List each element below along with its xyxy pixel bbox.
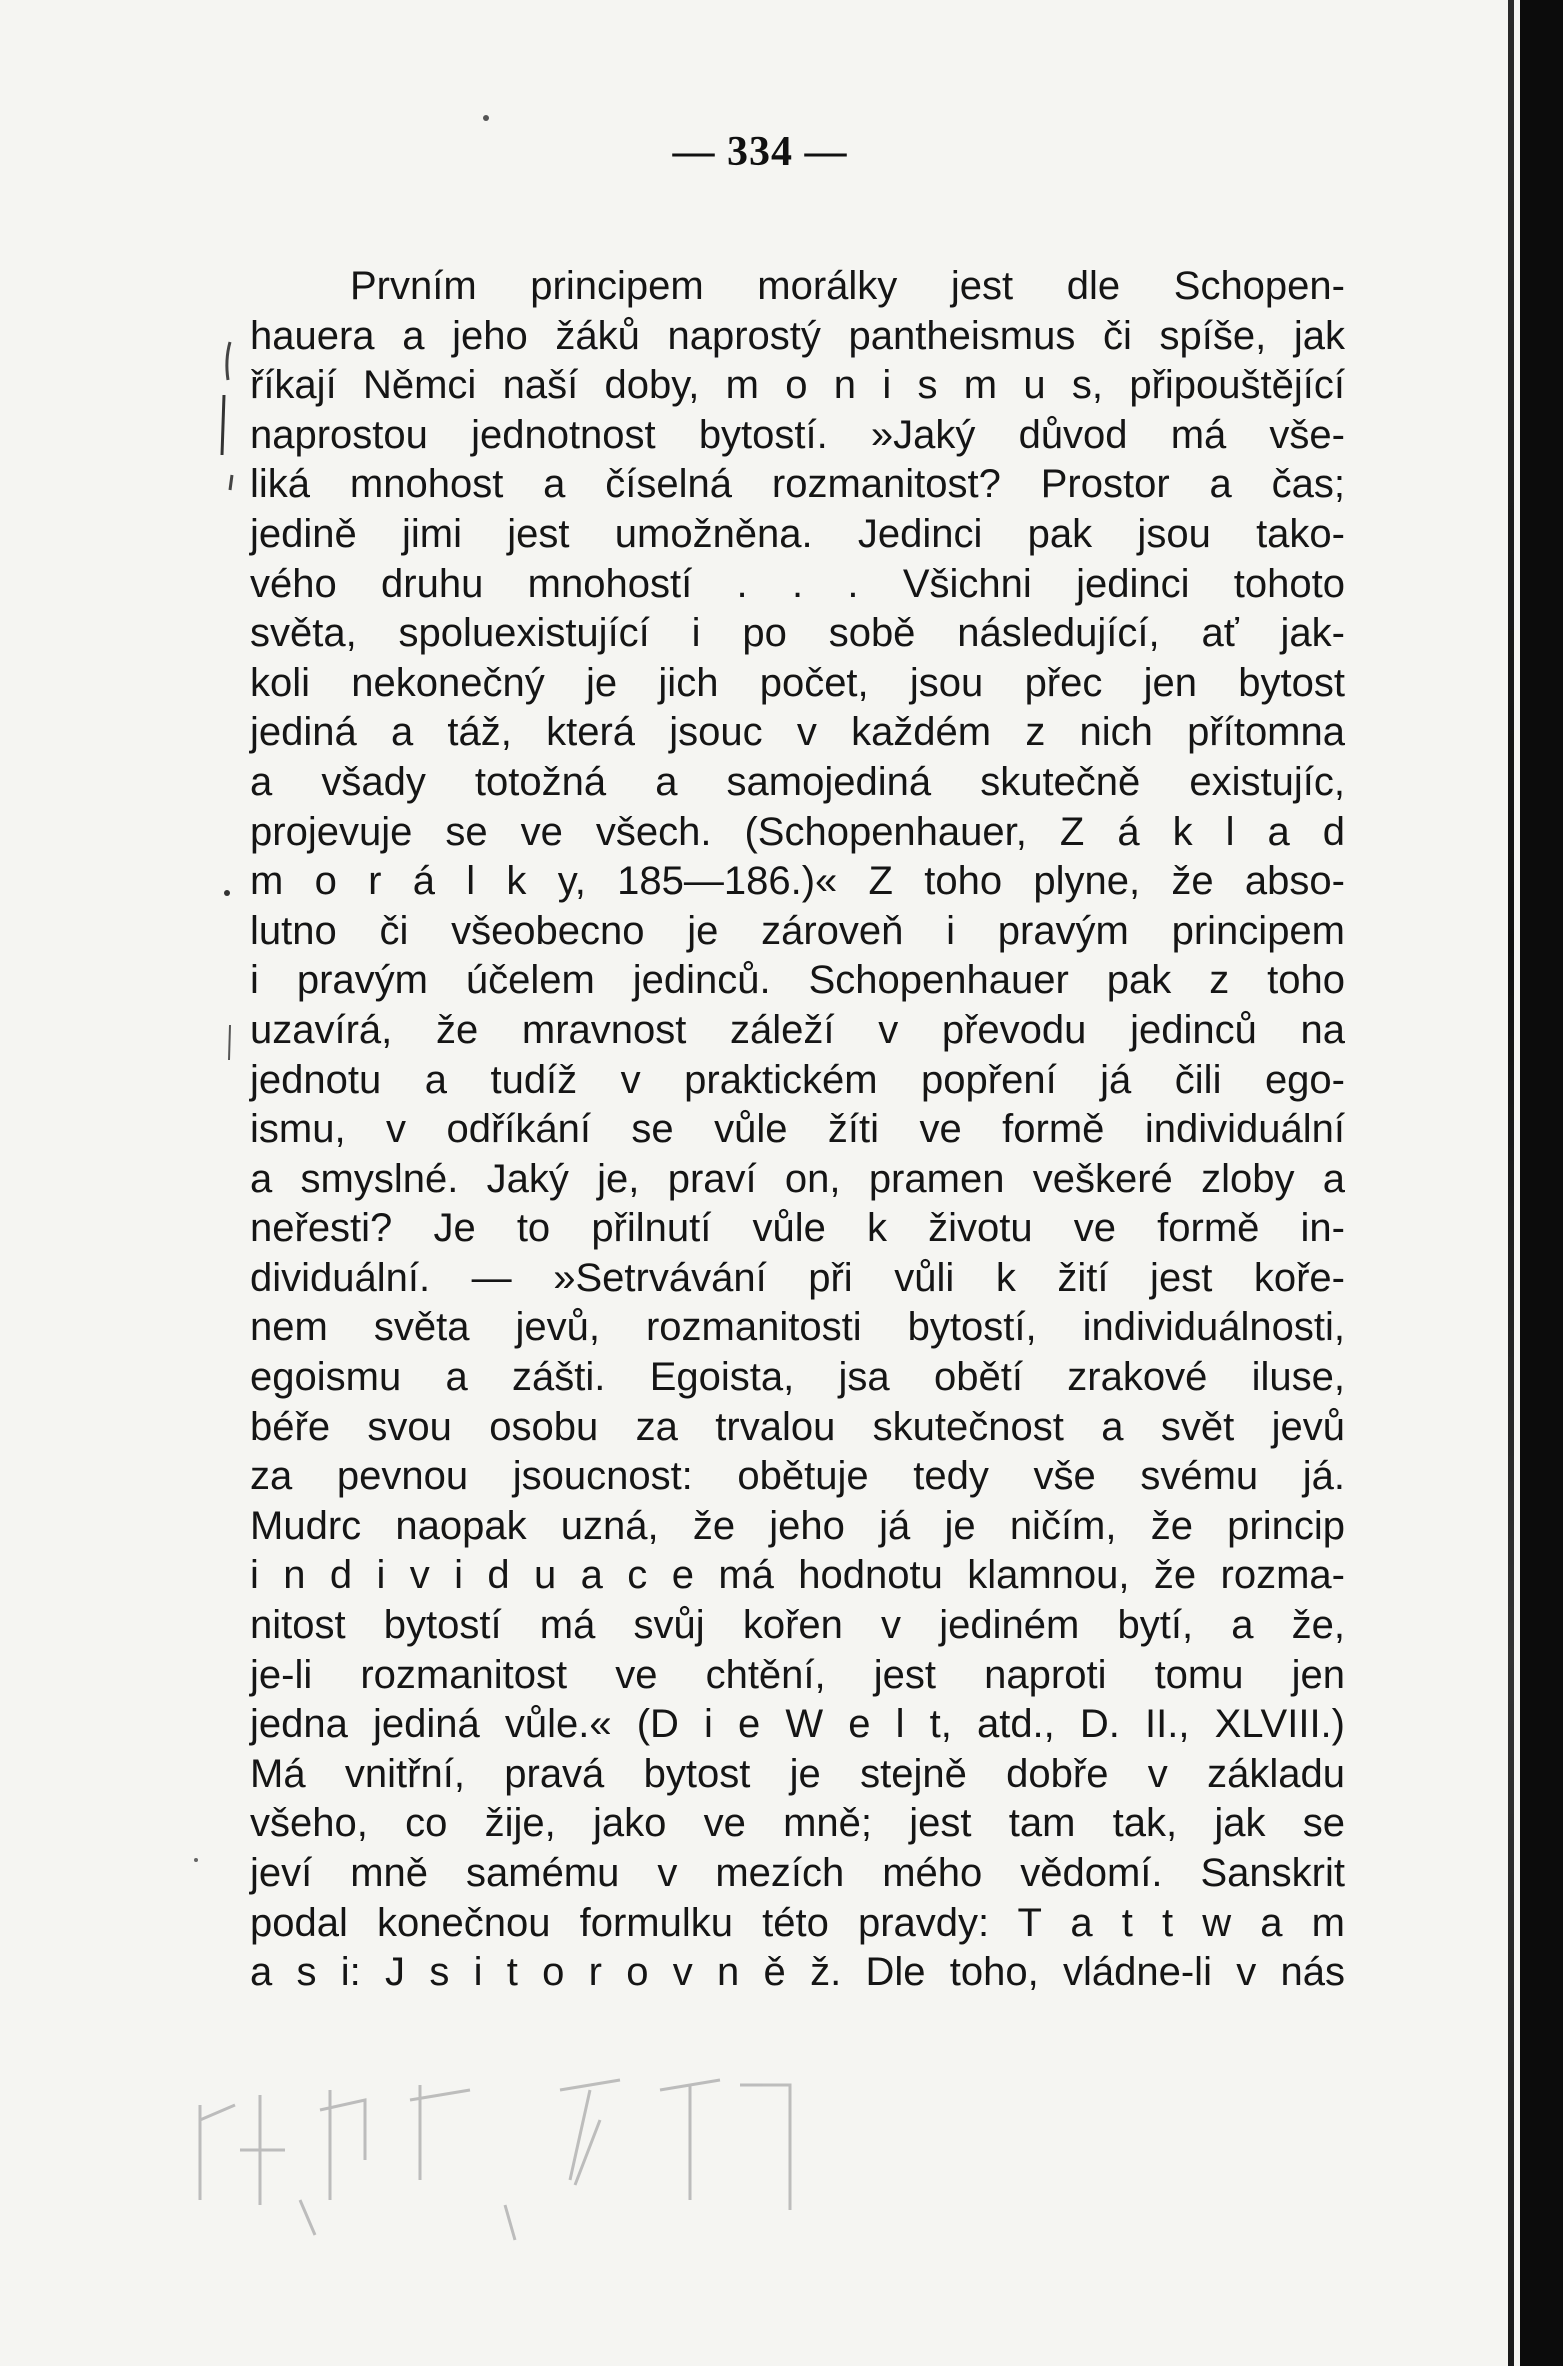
text-line: jednotu a tudíž v praktickém popření já čili ego-: [250, 1057, 1345, 1102]
text-line: jedna jediná vůle.« (D i e W e l t, atd., D. II., XLVIII.): [250, 1702, 1345, 1747]
text-line: za pevnou jsoucnost: obětuje tedy vše svému já.: [250, 1454, 1345, 1499]
text-line: jediná a táž, která jsouc v každém z nich přítomna: [250, 710, 1345, 755]
text-line: podal konečnou formulku této pravdy: T a t t w a m: [250, 1900, 1345, 1945]
text-line: dividuální. — »Setrvávání při vůli k žití jest koře-: [250, 1255, 1345, 1300]
text-line: lutno či všeobecno je zároveň i pravým principem: [250, 908, 1345, 953]
page-edge-shadow: [1508, 0, 1514, 2366]
text-line: projevuje se ve všech. (Schopenhauer, Z á k l a d: [250, 809, 1345, 854]
page-number: — 334 —: [672, 129, 848, 175]
text-line: i pravým účelem jedinců. Schopenhauer pak z toho: [250, 958, 1345, 1003]
text-line: m o r á l k y, 185—186.)« Z toho plyne, že abso-: [250, 859, 1345, 904]
text-line: Má vnitřní, pravá bytost je stejně dobře v základu: [250, 1751, 1345, 1796]
scan-border: [1520, 0, 1563, 2366]
text-line: ismu, v odříkání se vůle žíti ve formě individuální: [250, 1107, 1345, 1152]
text-line: a smyslné. Jaký je, praví on, pramen veškeré zloby a: [250, 1156, 1345, 1201]
text-line: všeho, co žije, jako ve mně; jest tam tak, jak se: [250, 1801, 1345, 1846]
text-line: hauera a jeho žáků naprostý pantheismus či spíše, jak: [250, 313, 1345, 358]
text-line: a všady totožná a samojediná skutečně existujíc,: [250, 759, 1345, 804]
text-line: a s i: J s i t o r o v n ě ž. Dle toho, vládne-li v nás: [250, 1950, 1345, 1995]
text-line: jedině jimi jest umožněna. Jedinci pak jsou tako-: [250, 511, 1345, 556]
text-line: je-li rozmanitost ve chtění, jest naproti tomu jen: [250, 1652, 1345, 1697]
text-line: vého druhu mnohostí . . . Všichni jedinci tohoto: [250, 561, 1345, 606]
text-line: světa, spoluexistující i po sobě následující, ať jak-: [250, 611, 1345, 656]
text-line: říkají Němci naší doby, m o n i s m u s, připouštějící: [250, 363, 1345, 408]
text-line: nem světa jevů, rozmanitosti bytostí, individuálnosti,: [250, 1305, 1345, 1350]
text-line: egoismu a zášti. Egoista, jsa obětí zrakové iluse,: [250, 1355, 1345, 1400]
body-text: [250, 262, 1345, 1998]
text-line: nitost bytostí má svůj kořen v jediném bytí, a že,: [250, 1603, 1345, 1648]
text-line: naprostou jednotnost bytostí. »Jaký důvod má vše-: [250, 412, 1345, 457]
text-line: liká mnohost a číselná rozmanitost? Prostor a čas;: [250, 462, 1345, 507]
text-line: Prvním principem morálky jest dle Schopen-: [350, 264, 1345, 308]
text-line: Mudrc naopak uzná, že jeho já je ničím, že princip: [250, 1503, 1345, 1548]
text-line: i n d i v i d u a c e má hodnotu klamnou, že rozma-: [250, 1553, 1345, 1598]
text-line: uzavírá, že mravnost záleží v převodu jedinců na: [250, 1007, 1345, 1052]
text-line: koli nekonečný je jich počet, jsou přec jen bytost: [250, 660, 1345, 705]
text-line: neřesti? Je to přilnutí vůle k životu ve formě in-: [250, 1206, 1345, 1251]
text-line: béře svou osobu za trvalou skutečnost a svět jevů: [250, 1404, 1345, 1449]
text-line: jeví mně samému v mezích mého vědomí. Sanskrit: [250, 1851, 1345, 1895]
